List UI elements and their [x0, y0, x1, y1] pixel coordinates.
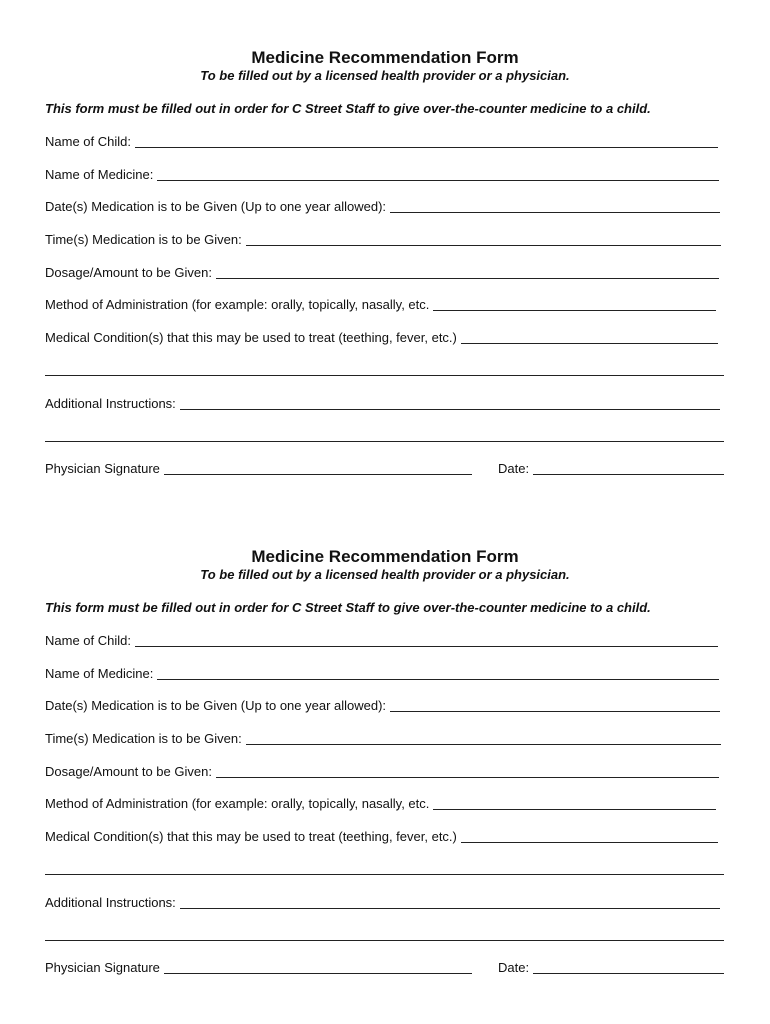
dates-label: Date(s) Medication is to be Given (Up to one year allowed): — [45, 698, 387, 713]
times-field[interactable] — [45, 731, 721, 747]
additional-continuation-line[interactable] — [45, 940, 724, 941]
form-title: Medicine Recommendation Form — [251, 547, 519, 566]
dosage-blank[interactable] — [216, 766, 719, 778]
form-subtitle: To be filled out by a licensed health provider or a physician. — [200, 68, 570, 83]
dosage-blank[interactable] — [216, 267, 719, 279]
times-label: Time(s) Medication is to be Given: — [45, 232, 242, 247]
date-label: Date: — [498, 960, 530, 975]
child-name-label: Name of Child: — [45, 134, 131, 149]
child-name-blank[interactable] — [135, 635, 718, 647]
physician-signature-field[interactable] — [45, 960, 472, 976]
dosage-field[interactable] — [45, 265, 719, 281]
condition-continuation-line[interactable] — [45, 874, 724, 875]
form-notice: This form must be filled out in order for C Street Staff to give over-the-counter medicine to a child. — [45, 600, 651, 615]
dates-field[interactable] — [45, 698, 720, 714]
date-field[interactable] — [498, 960, 724, 976]
condition-field[interactable] — [45, 829, 718, 845]
method-label: Method of Administration (for example: orally, topically, nasally, etc. — [45, 297, 430, 312]
method-field[interactable] — [45, 297, 716, 313]
dates-blank[interactable] — [390, 201, 720, 213]
condition-label: Medical Condition(s) that this may be used to treat (teething, fever, etc.) — [45, 829, 457, 844]
condition-continuation-line[interactable] — [45, 375, 724, 376]
condition-field[interactable] — [45, 330, 718, 346]
condition-blank[interactable] — [461, 332, 718, 344]
medicine-name-field[interactable] — [45, 666, 719, 682]
date-blank[interactable] — [533, 463, 724, 475]
date-label: Date: — [498, 461, 530, 476]
dosage-label: Dosage/Amount to be Given: — [45, 764, 212, 779]
dosage-field[interactable] — [45, 764, 719, 780]
medicine-name-field[interactable] — [45, 167, 719, 183]
form-title: Medicine Recommendation Form — [251, 48, 519, 67]
times-field[interactable] — [45, 232, 721, 248]
physician-signature-label: Physician Signature — [45, 960, 160, 975]
child-name-field[interactable] — [45, 134, 718, 150]
condition-label: Medical Condition(s) that this may be used to treat (teething, fever, etc.) — [45, 330, 457, 345]
physician-signature-field[interactable] — [45, 461, 472, 477]
method-label: Method of Administration (for example: orally, topically, nasally, etc. — [45, 796, 430, 811]
dosage-label: Dosage/Amount to be Given: — [45, 265, 212, 280]
medicine-name-blank[interactable] — [157, 668, 719, 680]
child-name-field[interactable] — [45, 633, 718, 649]
dates-field[interactable] — [45, 199, 720, 215]
medicine-name-label: Name of Medicine: — [45, 167, 154, 182]
physician-signature-label: Physician Signature — [45, 461, 160, 476]
additional-instructions-blank[interactable] — [180, 897, 720, 909]
additional-instructions-label: Additional Instructions: — [45, 895, 176, 910]
times-label: Time(s) Medication is to be Given: — [45, 731, 242, 746]
physician-signature-blank[interactable] — [164, 463, 472, 475]
dates-label: Date(s) Medication is to be Given (Up to one year allowed): — [45, 199, 387, 214]
method-blank[interactable] — [433, 798, 716, 810]
additional-instructions-field[interactable] — [45, 396, 720, 412]
method-blank[interactable] — [433, 299, 716, 311]
times-blank[interactable] — [246, 234, 721, 246]
dates-blank[interactable] — [390, 700, 720, 712]
date-field[interactable] — [498, 461, 724, 477]
medicine-name-label: Name of Medicine: — [45, 666, 154, 681]
physician-signature-blank[interactable] — [164, 962, 472, 974]
form-notice: This form must be filled out in order for C Street Staff to give over-the-counter medicine to a child. — [45, 101, 651, 116]
additional-continuation-line[interactable] — [45, 441, 724, 442]
child-name-blank[interactable] — [135, 136, 718, 148]
form-subtitle: To be filled out by a licensed health provider or a physician. — [200, 567, 570, 582]
condition-blank[interactable] — [461, 831, 718, 843]
additional-instructions-field[interactable] — [45, 895, 720, 911]
times-blank[interactable] — [246, 733, 721, 745]
medicine-name-blank[interactable] — [157, 169, 719, 181]
date-blank[interactable] — [533, 962, 724, 974]
child-name-label: Name of Child: — [45, 633, 131, 648]
additional-instructions-label: Additional Instructions: — [45, 396, 176, 411]
additional-instructions-blank[interactable] — [180, 398, 720, 410]
method-field[interactable] — [45, 796, 716, 812]
